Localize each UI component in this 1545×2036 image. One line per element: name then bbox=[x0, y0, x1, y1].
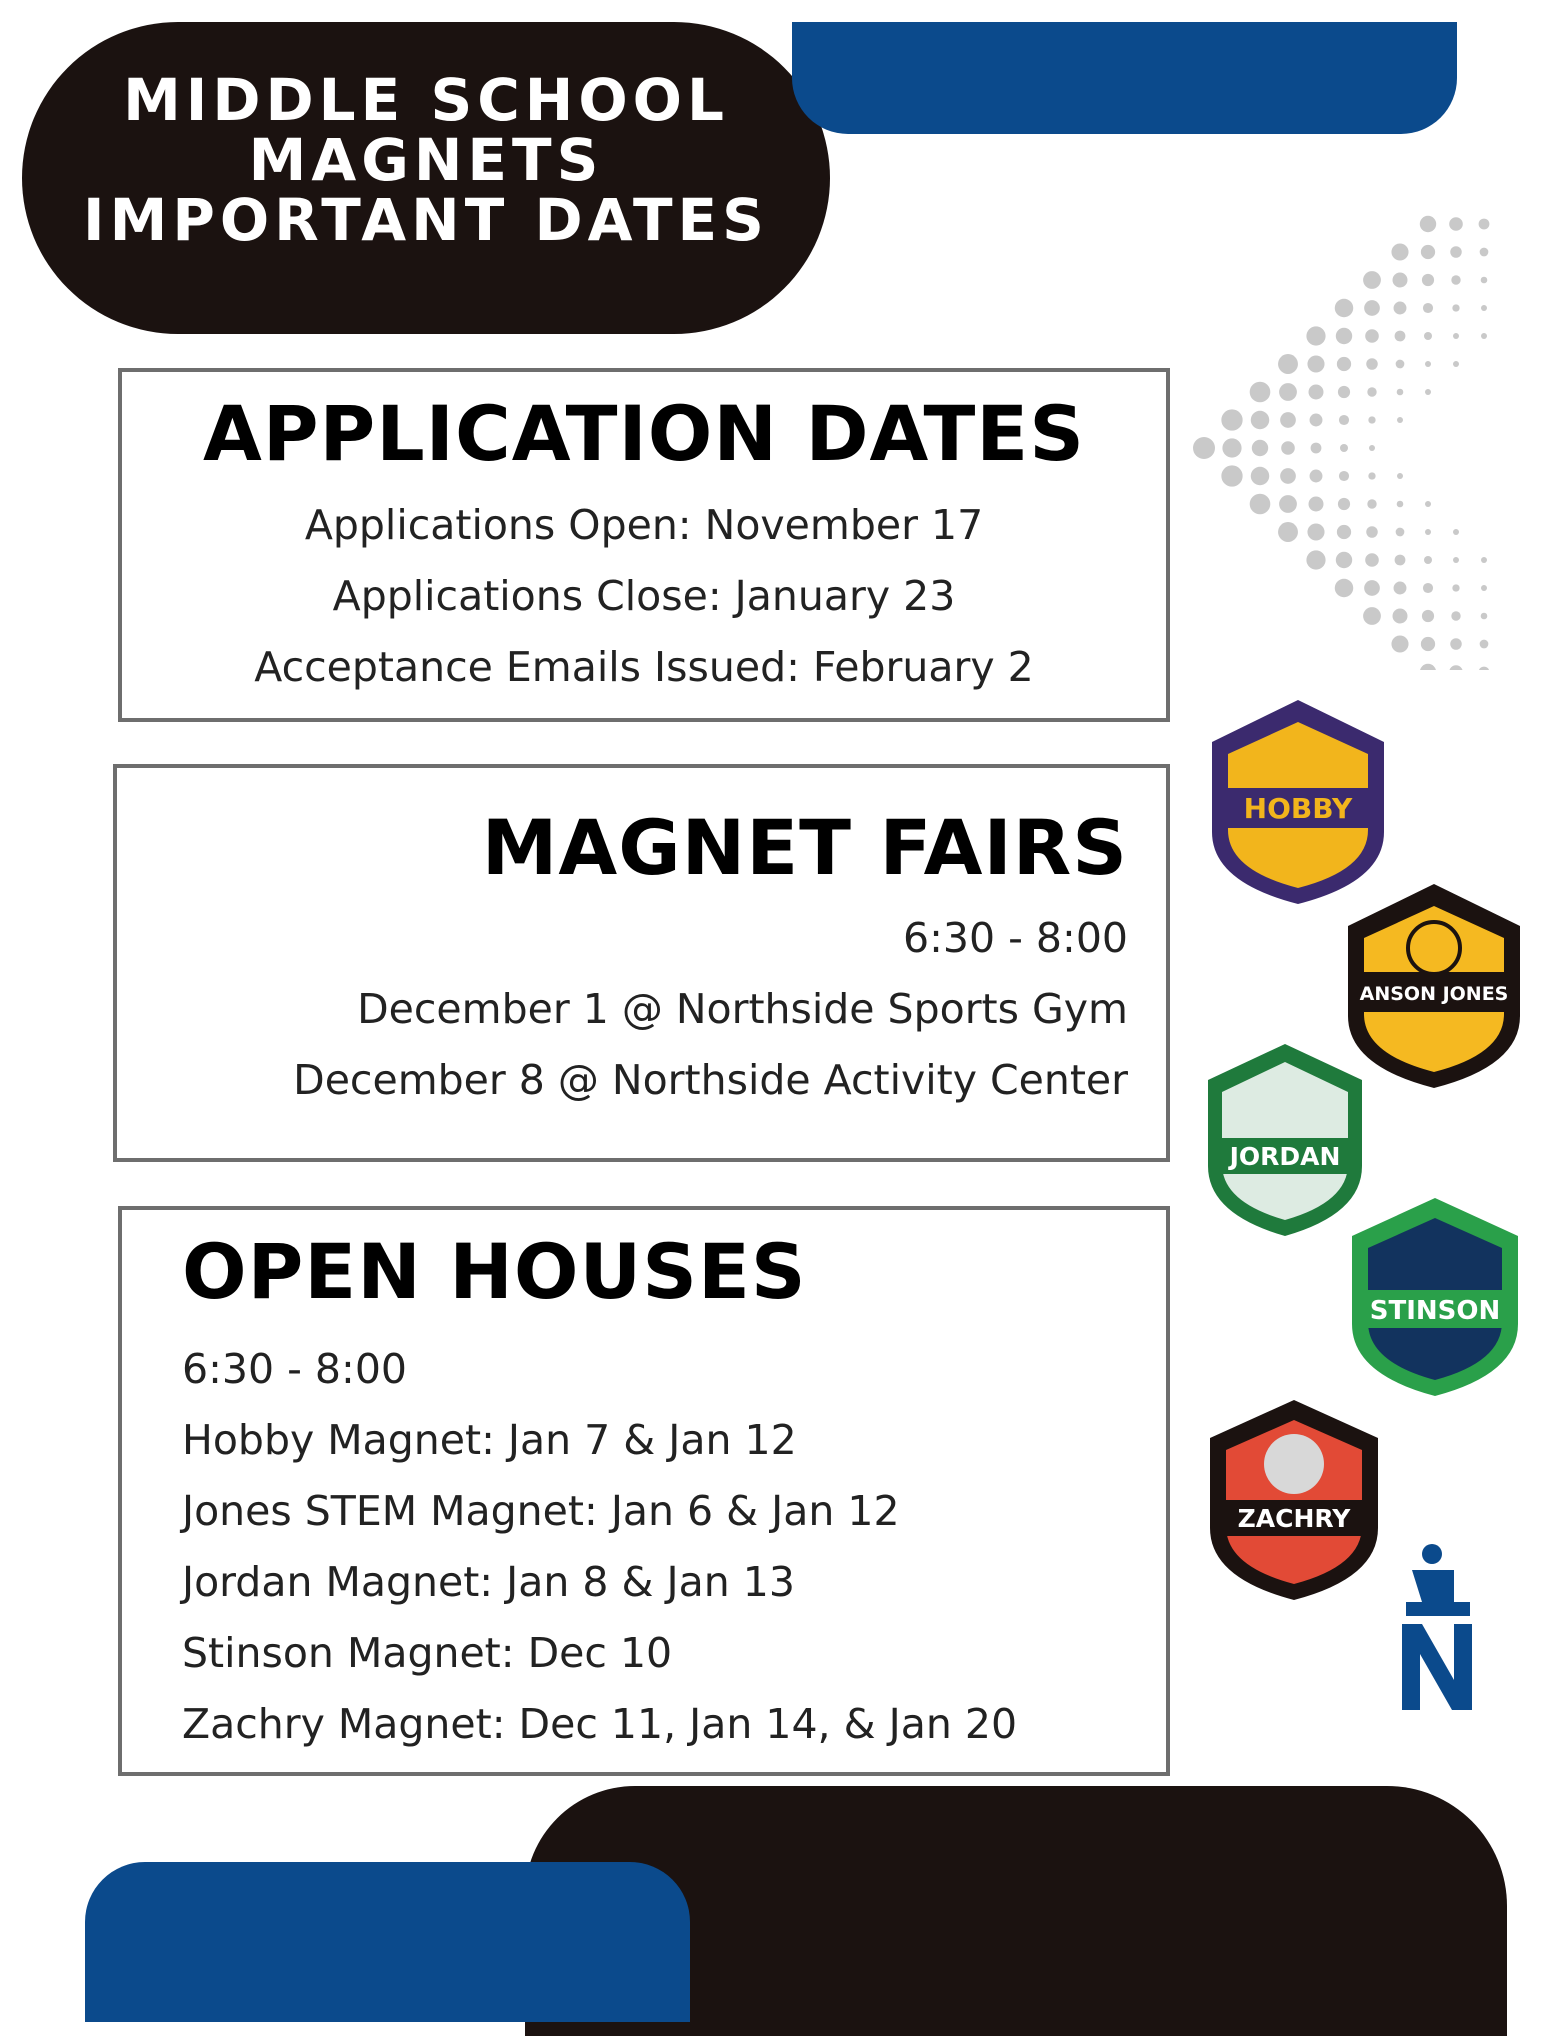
decorative-dot bbox=[1336, 552, 1352, 568]
title-line-2: MAGNETS bbox=[248, 126, 604, 194]
decorative-dot bbox=[1221, 465, 1242, 486]
application-open-line: Applications Open: November 17 bbox=[304, 501, 984, 549]
decorative-dot bbox=[1222, 438, 1241, 457]
decorative-dot bbox=[1281, 441, 1295, 455]
decorative-dot bbox=[1481, 333, 1487, 339]
decorative-dot bbox=[1391, 635, 1408, 652]
decorative-dot bbox=[1479, 667, 1490, 670]
decorative-dot bbox=[1365, 329, 1379, 343]
decorative-dot bbox=[1481, 613, 1488, 620]
zachry-open-house-line: Zachry Magnet: Dec 11, Jan 14, & Jan 20 bbox=[182, 1700, 1018, 1748]
decorative-dot bbox=[1309, 497, 1324, 512]
open-houses-time-line: 6:30 - 8:00 bbox=[182, 1345, 407, 1393]
decorative-dot bbox=[1306, 326, 1325, 345]
decorative-dot bbox=[1306, 550, 1325, 569]
magnet-fairs-heading: MAGNET FAIRS bbox=[481, 803, 1128, 892]
decorative-dot bbox=[1368, 472, 1375, 479]
decorative-dot bbox=[1395, 555, 1406, 566]
decorative-dot bbox=[1279, 495, 1297, 513]
decorative-dot bbox=[1307, 523, 1324, 540]
decorative-dot bbox=[1480, 640, 1489, 649]
jordan-badge-name: JORDAN bbox=[1229, 1142, 1341, 1171]
decorative-dot bbox=[1453, 333, 1459, 339]
decorative-dot bbox=[1250, 382, 1271, 403]
decorative-dot bbox=[1279, 383, 1297, 401]
top-blue-shape bbox=[792, 22, 1457, 134]
decorative-dot bbox=[1339, 415, 1349, 425]
decorative-dot bbox=[1338, 386, 1350, 398]
decorative-dot bbox=[1421, 245, 1435, 259]
application-close-line: Applications Close: January 23 bbox=[332, 572, 956, 620]
decorative-dot bbox=[1252, 440, 1268, 456]
decorative-dot bbox=[1453, 361, 1459, 367]
stinson-badge-logo bbox=[1340, 1190, 1530, 1400]
jordan-open-house-line: Jordan Magnet: Jan 8 & Jan 13 bbox=[182, 1558, 795, 1606]
fairs-time-line: 6:30 - 8:00 bbox=[903, 914, 1128, 962]
title-line-3: IMPORTANT DATES bbox=[83, 186, 769, 254]
decorative-dot bbox=[1420, 216, 1436, 232]
decorative-dot bbox=[1394, 302, 1407, 315]
decorative-dot bbox=[1366, 358, 1378, 370]
decorative-dot bbox=[1397, 417, 1403, 423]
zachry-badge-logo bbox=[1198, 1392, 1390, 1604]
decorative-dot bbox=[1336, 328, 1352, 344]
decorative-dot-chevron bbox=[1190, 210, 1540, 670]
decorative-dot bbox=[1339, 471, 1349, 481]
decorative-dot bbox=[1338, 498, 1350, 510]
decorative-dot bbox=[1310, 414, 1323, 427]
decorative-dot bbox=[1250, 494, 1271, 515]
decorative-dot bbox=[1395, 331, 1406, 342]
decorative-dot bbox=[1366, 526, 1378, 538]
decorative-dot bbox=[1363, 271, 1381, 289]
decorative-dot bbox=[1453, 557, 1459, 563]
decorative-dot bbox=[1311, 443, 1322, 454]
decorative-dot bbox=[1335, 579, 1354, 598]
decorative-dot bbox=[1451, 611, 1460, 620]
decorative-dot bbox=[1393, 609, 1408, 624]
zachry-badge-name: ZACHRY bbox=[1237, 1504, 1351, 1533]
decorative-dot bbox=[1251, 411, 1270, 430]
decorative-dot bbox=[1450, 246, 1462, 258]
decorative-dot bbox=[1424, 332, 1432, 340]
northside-logo bbox=[1392, 1540, 1484, 1715]
decorative-dot bbox=[1425, 389, 1431, 395]
decorative-dot bbox=[1393, 273, 1408, 288]
decorative-dot bbox=[1452, 584, 1459, 591]
decorative-dot bbox=[1278, 354, 1298, 374]
page-title bbox=[22, 66, 830, 254]
decorative-dot bbox=[1397, 473, 1403, 479]
anson-jones-badge-name: ANSON JONES bbox=[1359, 983, 1509, 1005]
title-line-1: MIDDLE SCHOOL bbox=[123, 66, 729, 134]
decorative-dot bbox=[1453, 529, 1459, 535]
decorative-dot bbox=[1481, 277, 1488, 284]
decorative-dot bbox=[1278, 522, 1298, 542]
decorative-dot bbox=[1479, 219, 1490, 230]
decorative-dot bbox=[1423, 583, 1433, 593]
decorative-dot bbox=[1280, 468, 1296, 484]
application-dates-box bbox=[118, 368, 1170, 722]
decorative-dot bbox=[1337, 525, 1351, 539]
decorative-dot bbox=[1397, 501, 1404, 508]
decorative-dot bbox=[1365, 553, 1379, 567]
acceptance-emails-line: Acceptance Emails Issued: February 2 bbox=[254, 643, 1034, 691]
decorative-dot bbox=[1368, 416, 1375, 423]
decorative-dot bbox=[1423, 303, 1433, 313]
stinson-badge-name: STINSON bbox=[1369, 1296, 1501, 1326]
decorative-dot bbox=[1425, 361, 1431, 367]
decorative-dot bbox=[1309, 385, 1324, 400]
decorative-dot bbox=[1422, 610, 1434, 622]
decorative-dot bbox=[1369, 445, 1375, 451]
decorative-dot bbox=[1452, 304, 1459, 311]
decorative-dot bbox=[1307, 355, 1324, 372]
decorative-dot bbox=[1280, 412, 1296, 428]
decorative-dot bbox=[1193, 437, 1215, 459]
hobby-open-house-line: Hobby Magnet: Jan 7 & Jan 12 bbox=[182, 1416, 797, 1464]
decorative-dot bbox=[1420, 664, 1436, 670]
decorative-dot bbox=[1367, 499, 1376, 508]
decorative-dot bbox=[1421, 637, 1435, 651]
decorative-dot bbox=[1422, 274, 1434, 286]
decorative-dot bbox=[1451, 275, 1460, 284]
decorative-dot bbox=[1337, 357, 1351, 371]
stinson-open-house-line: Stinson Magnet: Dec 10 bbox=[182, 1629, 673, 1677]
decorative-dot bbox=[1449, 217, 1463, 231]
decorative-dot bbox=[1424, 556, 1432, 564]
decorative-dot bbox=[1363, 607, 1381, 625]
decorative-dot bbox=[1425, 501, 1431, 507]
application-dates-heading: APPLICATION DATES bbox=[203, 389, 1085, 478]
hobby-badge-name: HOBBY bbox=[1243, 792, 1353, 825]
decorative-dot bbox=[1251, 467, 1270, 486]
decorative-dot bbox=[1340, 444, 1348, 452]
decorative-dot bbox=[1367, 387, 1376, 396]
open-houses-heading: OPEN HOUSES bbox=[182, 1227, 807, 1316]
decorative-dot bbox=[1450, 638, 1462, 650]
jones-open-house-line: Jones STEM Magnet: Jan 6 & Jan 12 bbox=[182, 1487, 900, 1535]
decorative-dot bbox=[1397, 389, 1404, 396]
decorative-dot bbox=[1394, 582, 1407, 595]
magnet-fairs-box bbox=[113, 764, 1170, 1162]
decorative-dot bbox=[1425, 529, 1431, 535]
fair-dec-1-line: December 1 @ Northside Sports Gym bbox=[357, 985, 1128, 1033]
decorative-dot bbox=[1396, 360, 1405, 369]
decorative-dot bbox=[1221, 409, 1242, 430]
open-houses-box bbox=[118, 1206, 1170, 1776]
decorative-dot bbox=[1396, 528, 1405, 537]
decorative-dot bbox=[1310, 470, 1323, 483]
decorative-dot bbox=[1481, 305, 1487, 311]
fair-dec-8-line: December 8 @ Northside Activity Center bbox=[293, 1056, 1128, 1104]
decorative-dot bbox=[1481, 557, 1487, 563]
decorative-dot bbox=[1480, 248, 1489, 257]
decorative-dot bbox=[1481, 585, 1487, 591]
decorative-dot bbox=[1364, 300, 1380, 316]
decorative-dot bbox=[1391, 243, 1408, 260]
decorative-dot bbox=[1335, 299, 1354, 318]
decorative-dot bbox=[1364, 580, 1380, 596]
bottom-blue-shape bbox=[85, 1862, 690, 2022]
decorative-dot bbox=[1449, 665, 1463, 670]
